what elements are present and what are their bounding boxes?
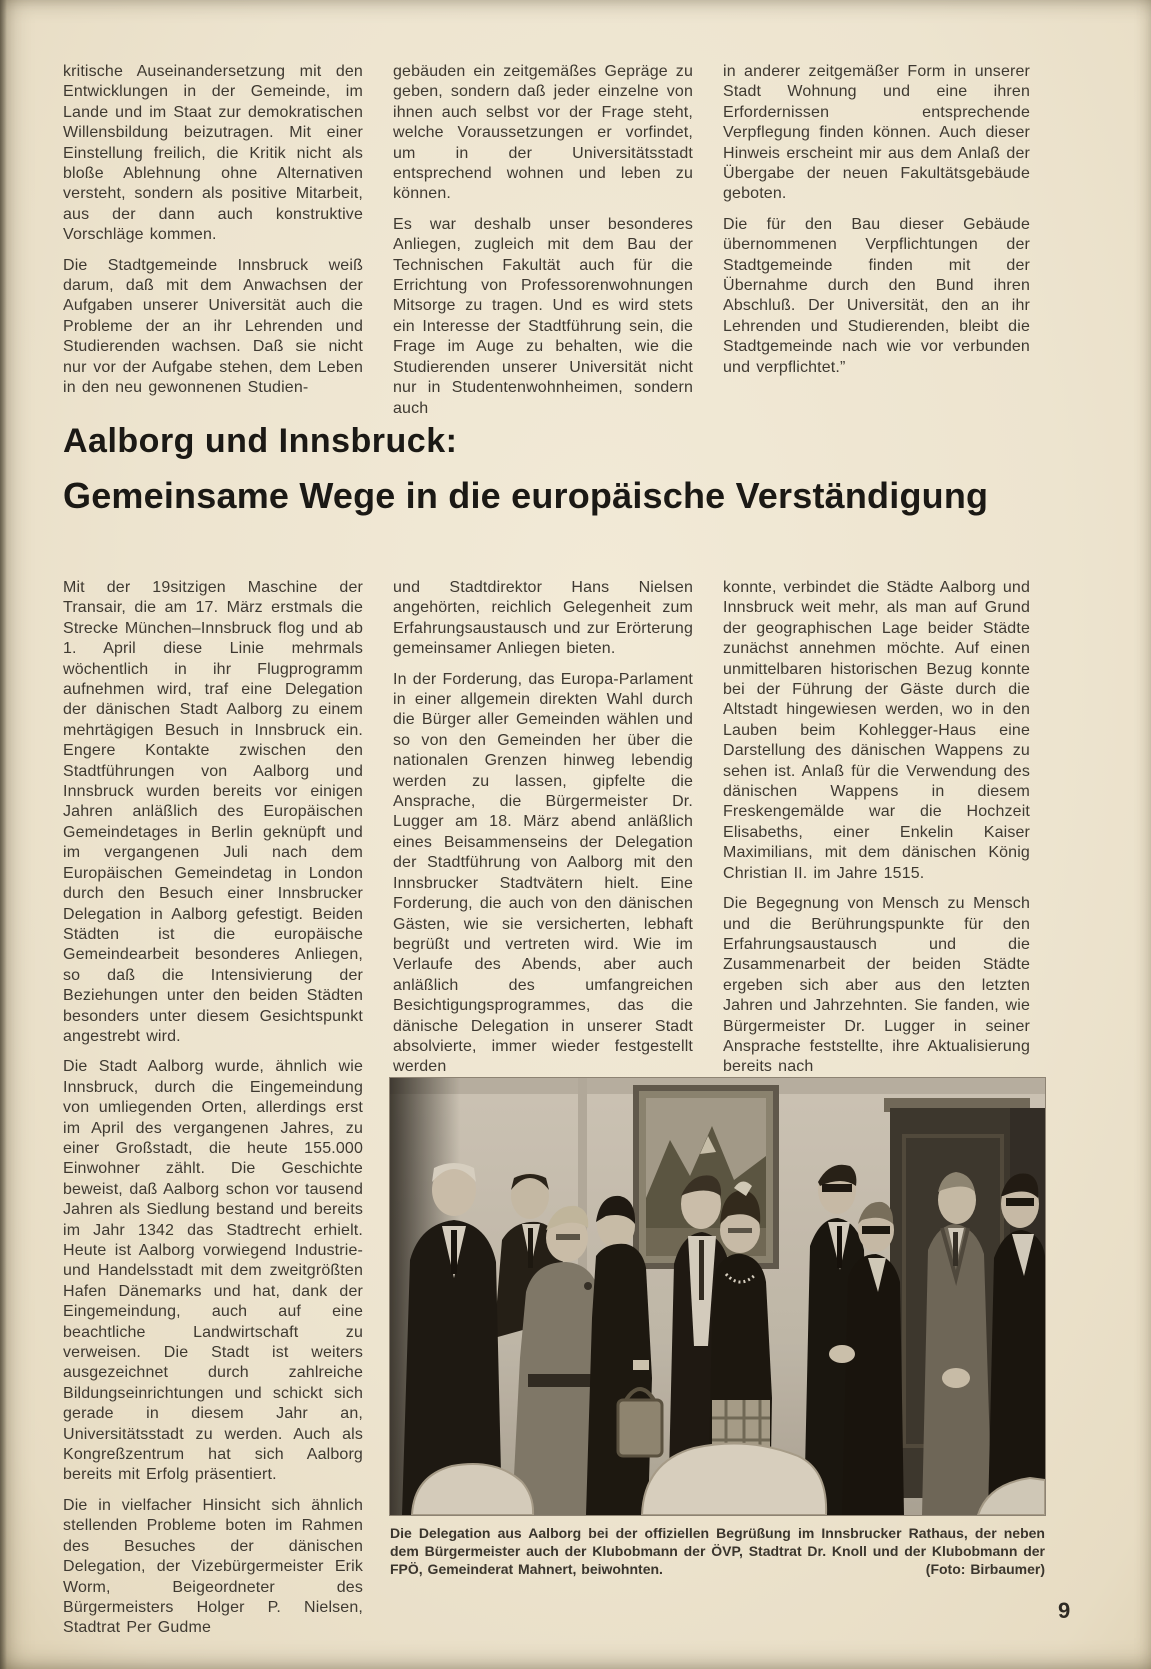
paragraph: In der Forderung, das Europa-Parlament in einer allgemein direkten Wahl durch die Bürger aller Gemeinden wählen und so von den Gemeinden her über die nationalen Grenzen hinweg lebendig werden zu lassen, gipfelte die Ansprache, die Bürgermeister Dr. Lugger am 18. März abend anläßlich eines Beisammenseins der Delegation der Stadtführung von Aalborg mit den Innsbrucker Stadtvätern hielt. Eine Forderung, die auch von den dänischen Gästen, wie sie versicherten, lebhaft begrüßt und vertreten wird. Wie im Verlaufe des Abends, aber auch anläßlich des umfangreichen Besichtigungsprogrammes, das die dänische Delegation in unserer Stadt absolvierte, immer wieder festgestellt werden [393, 670, 693, 1076]
paragraph: Die Stadtgemeinde Innsbruck weiß darum, daß mit dem Anwachsen der Aufgaben unserer Universität auch die Probleme der an ihr Lehrenden und Studierenden wachsen. Daß sie nicht nur vor der Aufgabe stehen, dem Leben in den neu gewonnenen Studien- [63, 256, 363, 397]
paragraph: Die für den Bau dieser Gebäude übernommenen Verpflichtungen der Stadtgemeinde finden mit der Übernahme durch den Bund ihren Abschluß. Der Universität, den an ihr Lehrenden und Studierenden, bleibt die Stadtgemeinde nach wie vor verbunden und verpflichtet.” [723, 215, 1030, 376]
article-column-3 [723, 578, 1030, 1078]
top-article-column-2 [393, 62, 693, 419]
article-column-1 [63, 578, 363, 1639]
photo-caption [390, 1524, 1045, 1578]
paragraph: Es war deshalb unser besonderes Anliegen, zugleich mit dem Bau der Technischen Fakultät auch für die Errichtung von Professorenwohnungen Mitsorge zu tragen. Und es wird stets ein Interesse der Stadtführung sein, die Frage im Auge zu behalten, wie die Studierenden unserer Universität nicht nur in Studentenwohnheimen, sondern auch [393, 215, 693, 417]
photo-sepia-overlay [390, 1078, 1045, 1515]
paragraph: und Stadtdirektor Hans Nielsen angehörten, reichlich Gelegenheit zum Erfahrungsaustausch und zur Erörterung gemeinsamer Anliegen bieten. [393, 579, 693, 658]
paragraph: Die in vielfacher Hinsicht sich ähnlich stellenden Probleme boten im Rahmen des Besuches der dänischen Delegation, der Vizebürgermeister Erik Worm, Beigeordneter des Bürgermeisters Holger P. Nielsen, Stadtrat Per Gudme [63, 1496, 363, 1637]
paragraph: in anderer zeitgemäßer Form in unserer Stadt Wohnung und eine ihren Erfordernissen entsprechende Verpflegung finden können. Auch dieser Hinweis erscheint mir aus dem Anlaß der Übergabe der neuen Fakultätsgebäude geboten. [723, 63, 1030, 203]
paragraph: kritische Auseinandersetzung mit den Entwicklungen in der Gemeinde, im Lande und im Staat zur demokratischen Willensbildung beizutragen. Mit einer Einstellung freilich, die Kritik nicht als bloße Ablehnung ohne Alternativen versteht, sondern als positive Mitarbeit, aus der dann auch konstruktive Vorschläge kommen. [63, 63, 363, 244]
paragraph: gebäuden ein zeitgemäßes Gepräge zu geben, sondern daß jeder einzelne von ihnen auch selbst vor der Frage steht, welche Voraussetzungen er vorfindet, um in der Universitätsstadt entsprechend wohnen und leben zu können. [393, 63, 693, 203]
top-article-column-3 [723, 62, 1030, 378]
paragraph: Die Begegnung von Mensch zu Mensch und die Berührungspunkte für den Erfahrungsaustausch und die Zusammenarbeit der beiden Städte ergeben sich aber aus den letzten Jahren und Jahrzehnten. Sie fanden, wie Bürgermeister Dr. Lugger in seiner Ansprache feststellte, ihre Aktualisierung bereits nach [723, 895, 1030, 1076]
paragraph: konnte, verbindet die Städte Aalborg und Innsbruck weit mehr, als man auf Grund der geographischen Lage beider Städte zunächst annehmen möchte. Auf einen unmittelbaren historischen Bezug konnte bei der Führung der Gäste durch die Altstadt hingewiesen werden, wo in den Lauben beim Kohlegger-Haus eine Darstellung des dänischen Wappens zu sehen ist. Anlaß für die Verwendung des dänischen Wappens in diesem Freskengemälde war die Hochzeit Elisabeths, einer Enkelin Kaiser Maximilians, mit dem dänischen König Christian II. im Jahre 1515. [723, 579, 1030, 882]
photo-caption-text: Die Delegation aus Aalborg bei der offiziellen Begrüßung im Innsbrucker Rathaus, der neben dem Bürgermeister auch der Klubobmann der ÖVP, Stadtrat Dr. Knoll und der Klubobmann der FPÖ, Gemeinderat Mahnert, beiwohnten. [390, 1525, 1045, 1577]
delegation-photo-art [390, 1078, 1045, 1515]
top-article-column-1 [63, 62, 363, 399]
article-headline [63, 424, 988, 514]
paragraph: Mit der 19sitzigen Maschine der Transair, die am 17. März erstmals die Strecke München–Innsbruck flog und ab 1. April diese Linie mehrmals wöchentlich in ihr Flugprogramm aufnehmen wird, traf eine Delegation der dänischen Stadt Aalborg zu einem mehrtägigen Besuch in Innsbruck ein. Engere Kontakte zwischen den Stadtführungen von Aalborg und Innsbruck wurden bereits vor einigen Jahren anläßlich des Europäischen Gemeindetages in Berlin geknüpft und im vergangenen Juli nach dem Europäischen Gemeindetag in London durch den Besuch einer Innsbrucker Delegation in Aalborg gefestigt. Beiden Städten ist die europäische Gemeindearbeit besonderes Anliegen, so daß die Intensivierung der Beziehungen unter den beiden Städten besonders unter diesem Gesichtspunkt angestrebt wird. [63, 579, 363, 1045]
photo-credit: (Foto: Birbaumer) [925, 1561, 1045, 1577]
page-number: 9 [1058, 1598, 1071, 1623]
headline-kicker: Aalborg und Innsbruck: [63, 422, 458, 460]
delegation-photo [390, 1078, 1045, 1515]
headline-title: Gemeinsame Wege in die europäische Verständigung [63, 475, 989, 516]
article-column-2 [393, 578, 693, 1078]
paragraph: Die Stadt Aalborg wurde, ähnlich wie Innsbruck, durch die Eingemeindung von umliegenden Orten, allerdings erst im April des vergangenen Jahres, zu einer Großstadt, die heute 155.000 Einwohner zählt. Die Geschichte beweist, daß Aalborg schon vor tausend Jahren als Siedlung bestand und bereits im Jahr 1342 das Stadtrecht erhielt. Heute ist Aalborg vorwiegend Industrie- und Handelsstadt mit dem zweitgrößten Hafen Dänemarks und hat, dank der Eingemeindung, auch auf eine beachtliche Landwirtschaft zu verweisen. Die Stadt ist weiters ausgezeichnet durch zahlreiche Bildungseinrichtungen und schickt sich gerade in diesem Jahr an, Universitätsstadt zu werden. Auch als Kongreßzentrum hat sich Aalborg bereits mit Erfolg präsentiert. [63, 1058, 363, 1484]
